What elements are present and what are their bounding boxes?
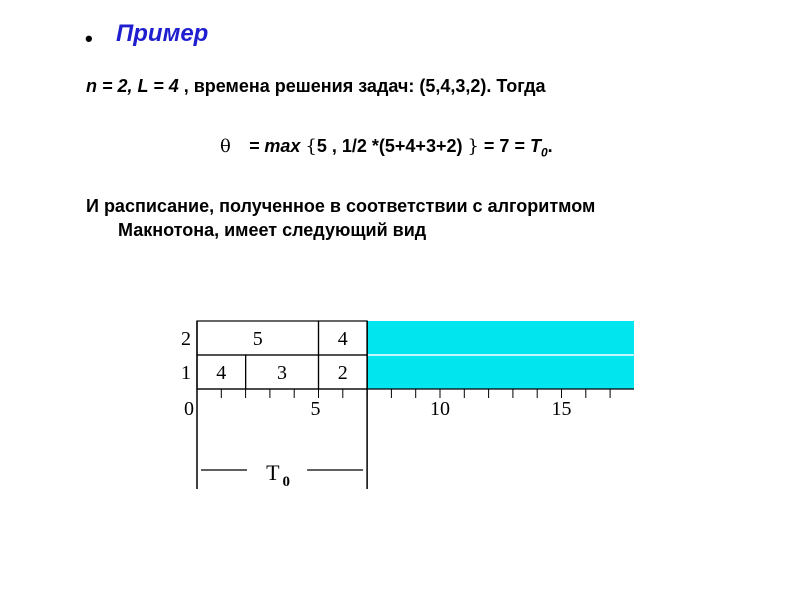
task-label: 4 xyxy=(337,328,348,350)
formula-body: 5 , 1/2 *(5+4+3+2) xyxy=(316,136,468,156)
axis-tick-label: 0 xyxy=(184,398,194,420)
machine-label: 2 xyxy=(181,328,191,350)
axis-tick-label: 15 xyxy=(551,398,572,420)
axis-tick-label: 5 xyxy=(310,398,321,420)
problem-params: n = 2, L = 4 xyxy=(86,76,179,96)
task-label: 5 xyxy=(252,328,263,350)
description-line-1: И расписание, полученное в соответствии с алгоритмом xyxy=(86,196,596,216)
formula-max: = max xyxy=(248,136,301,156)
bullet-point: • xyxy=(85,26,93,51)
formula-close-brace: } xyxy=(467,136,479,157)
machine-label: 1 xyxy=(181,362,191,384)
t0-label: T $_0$ xyxy=(266,460,291,490)
problem-times: , времена решения задач: (5,4,3,2). Тогда xyxy=(178,76,546,96)
formula-open-brace: { xyxy=(305,136,317,157)
formula-t0: $T_0$ xyxy=(529,136,548,160)
formula-result: = 7 = xyxy=(478,136,530,156)
task-label: 3 xyxy=(277,362,288,384)
task-label: 2 xyxy=(337,362,348,384)
theta-formula: θ = max {5 , 1/2 *(5+4+3+2) } = $7 = T_0$. xyxy=(220,136,553,160)
axis-tick-label: 10 xyxy=(430,398,450,420)
task-label: 4 xyxy=(216,362,227,384)
theta-symbol: θ xyxy=(220,136,231,157)
example-heading: Пример xyxy=(116,20,209,47)
description-line-2: Макнотона, имеет следующий вид xyxy=(118,220,427,240)
